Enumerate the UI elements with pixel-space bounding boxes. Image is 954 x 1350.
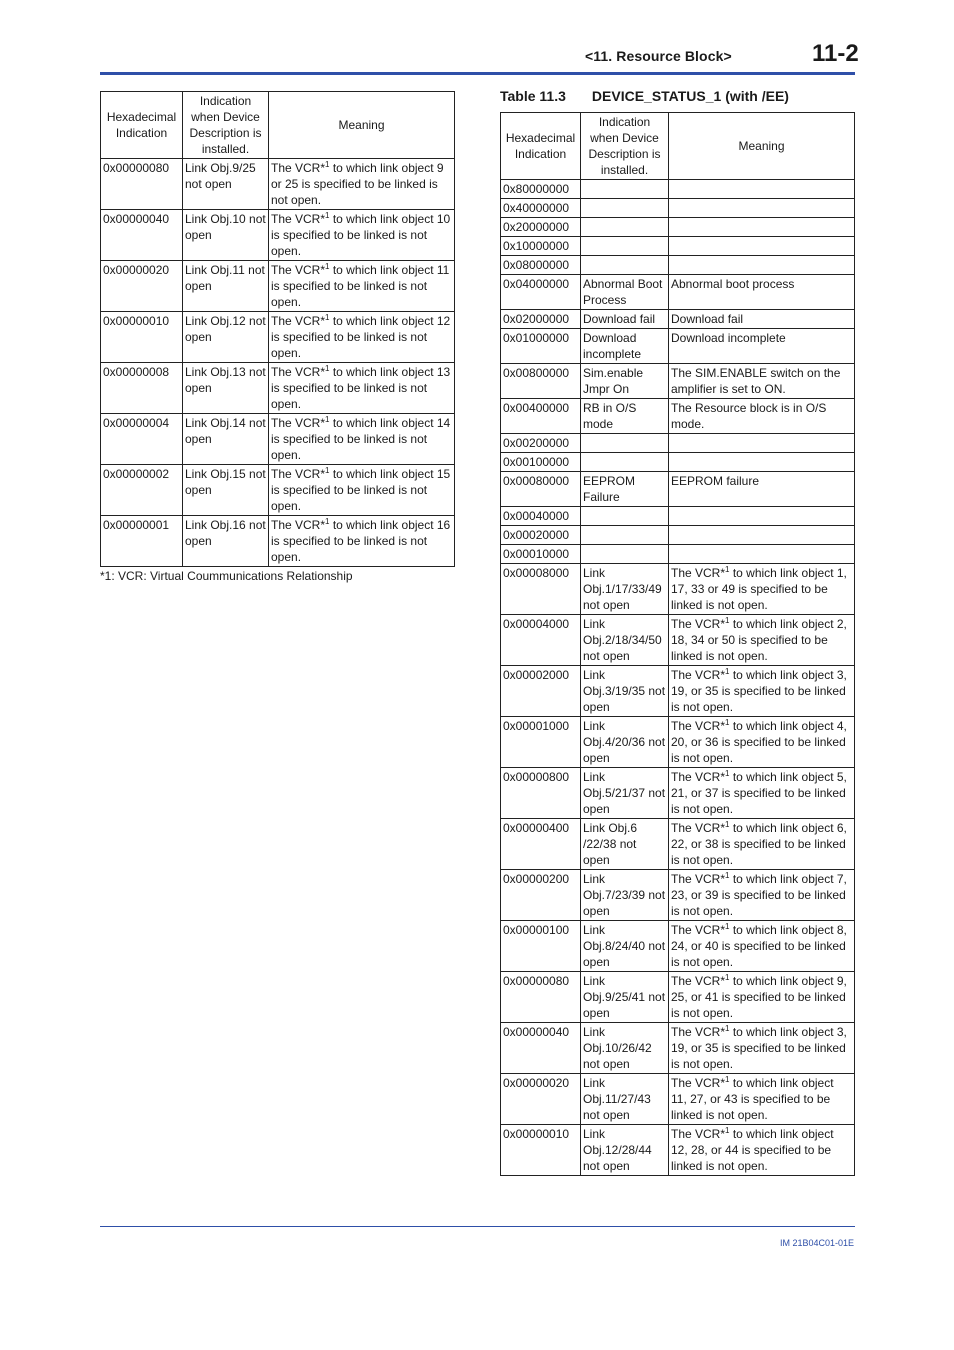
meaning-text: The VCR* [671, 872, 726, 886]
indication-cell: Link Obj.2/18/34/50 not open [581, 615, 669, 666]
meaning-text: Abnormal boot process [671, 277, 795, 291]
section-title: <11. Resource Block> [585, 48, 732, 64]
meaning-cell [269, 312, 455, 363]
table-row [501, 526, 855, 545]
meaning-cell [669, 819, 855, 870]
hex-cell: 0x00002000 [501, 666, 581, 717]
meaning-text: The VCR* [671, 770, 726, 784]
table-row [501, 564, 855, 615]
table-row [501, 472, 855, 507]
meaning-cell [669, 564, 855, 615]
indication-cell: RB in O/S mode [581, 399, 669, 434]
meaning-text: The Resource block is in O/S mode. [671, 401, 827, 431]
hex-cell: 0x80000000 [501, 180, 581, 199]
col-header-indication: Indication when Device Description is installed. [581, 113, 669, 180]
indication-cell [581, 218, 669, 237]
document-code: IM 21B04C01-01E [779, 1238, 854, 1248]
footnote-marker: 1 [725, 667, 730, 676]
meaning-text: The VCR* [671, 617, 726, 631]
hex-cell: 0x00000004 [101, 414, 183, 465]
meaning-cell [669, 218, 855, 237]
hex-cell: 0x01000000 [501, 329, 581, 364]
hex-cell: 0x00010000 [501, 545, 581, 564]
hex-cell: 0x00000400 [501, 819, 581, 870]
table-row [501, 399, 855, 434]
meaning-text-rest: to which link object 12 is specified to be linked is not open. [271, 314, 451, 360]
footnote-marker: 1 [725, 820, 730, 829]
hex-cell: 0x20000000 [501, 218, 581, 237]
footnote-marker: 1 [325, 313, 330, 322]
indication-cell [581, 453, 669, 472]
meaning-text-rest: to which link object 9, 25, or 41 is specified to be linked is not open. [671, 974, 847, 1020]
hex-cell: 0x00000008 [101, 363, 183, 414]
meaning-cell [669, 472, 855, 507]
meaning-cell [669, 870, 855, 921]
meaning-text: The VCR* [671, 719, 726, 733]
indication-cell: Link Obj.6 /22/38 not open [581, 819, 669, 870]
indication-cell: Link Obj.11 not open [183, 261, 269, 312]
indication-cell [581, 199, 669, 218]
table-row [501, 819, 855, 870]
table-row [501, 310, 855, 329]
table-row [501, 237, 855, 256]
header-rule [100, 72, 855, 75]
meaning-text: The VCR* [271, 263, 326, 277]
meaning-text: The VCR* [271, 518, 326, 532]
hex-cell: 0x00080000 [501, 472, 581, 507]
meaning-cell [269, 516, 455, 567]
meaning-text-rest: to which link object 10 is specified to be linked is not open. [271, 212, 451, 258]
indication-cell: Link Obj.1/17/33/49 not open [581, 564, 669, 615]
meaning-cell [669, 768, 855, 819]
meaning-cell [269, 414, 455, 465]
hex-cell: 0x04000000 [501, 275, 581, 310]
meaning-cell [269, 261, 455, 312]
hex-cell: 0x00100000 [501, 453, 581, 472]
table-row [101, 159, 455, 210]
table-row [501, 507, 855, 526]
footnote-marker: 1 [325, 466, 330, 475]
hex-cell: 0x00004000 [501, 615, 581, 666]
meaning-text-rest: to which link object 11 is specified to be linked is not open. [271, 263, 450, 309]
table-row [501, 666, 855, 717]
meaning-text-rest: to which link object 7, 23, or 39 is specified to be linked is not open. [671, 872, 847, 918]
footnote-marker: 1 [725, 1024, 730, 1033]
table-row [501, 256, 855, 275]
meaning-text: The VCR* [271, 416, 326, 430]
footnote-marker: 1 [725, 973, 730, 982]
footnote-marker: 1 [325, 364, 330, 373]
meaning-text: The VCR* [671, 1076, 726, 1090]
meaning-text-rest: to which link object 12, 28, or 44 is specified to be linked is not open. [671, 1127, 834, 1173]
meaning-cell [669, 199, 855, 218]
indication-cell: Link Obj.8/24/40 not open [581, 921, 669, 972]
meaning-text: The VCR* [671, 566, 726, 580]
meaning-text-rest: to which link object 6, 22, or 38 is specified to be linked is not open. [671, 821, 847, 867]
meaning-text: The VCR* [271, 467, 326, 481]
meaning-cell [669, 507, 855, 526]
footnote-marker: 1 [725, 1126, 730, 1135]
footnote-marker: 1 [725, 616, 730, 625]
hex-cell: 0x00000040 [101, 210, 183, 261]
hex-cell: 0x00000040 [501, 1023, 581, 1074]
footnote: *1: VCR: Virtual Coummunications Relationship [100, 569, 353, 583]
meaning-cell [669, 237, 855, 256]
meaning-text-rest: to which link object 3, 19, or 35 is specified to be linked is not open. [671, 1025, 847, 1071]
meaning-text-rest: to which link object 5, 21, or 37 is specified to be linked is not open. [671, 770, 847, 816]
hex-cell: 0x00400000 [501, 399, 581, 434]
indication-cell: Link Obj.3/19/35 not open [581, 666, 669, 717]
meaning-text: The SIM.ENABLE switch on the amplifier is set to ON. [671, 366, 841, 396]
hex-cell: 0x00000020 [101, 261, 183, 312]
hex-cell: 0x00000010 [501, 1125, 581, 1176]
table-row [501, 329, 855, 364]
meaning-cell [669, 364, 855, 399]
hex-cell: 0x00040000 [501, 507, 581, 526]
hex-cell: 0x00000001 [101, 516, 183, 567]
table-row [101, 210, 455, 261]
table-row [501, 870, 855, 921]
indication-cell: Abnormal Boot Process [581, 275, 669, 310]
hex-cell: 0x00020000 [501, 526, 581, 545]
page-number: 11-2 [812, 40, 859, 67]
indication-cell [581, 526, 669, 545]
meaning-text: The VCR* [271, 161, 326, 175]
footnote-marker: 1 [725, 565, 730, 574]
hex-cell: 0x00800000 [501, 364, 581, 399]
indication-cell: Link Obj.13 not open [183, 363, 269, 414]
hex-cell: 0x00001000 [501, 717, 581, 768]
footnote-marker: 1 [725, 922, 730, 931]
indication-cell [581, 545, 669, 564]
table-row [501, 545, 855, 564]
table-row [501, 615, 855, 666]
table-row [501, 218, 855, 237]
col-header-meaning: Meaning [669, 113, 855, 180]
col-header-indication: Indication when Device Description is installed. [183, 92, 269, 159]
table-row [101, 465, 455, 516]
table-row [101, 363, 455, 414]
table-row [501, 180, 855, 199]
meaning-cell [269, 159, 455, 210]
meaning-text: The VCR* [271, 365, 326, 379]
hex-cell: 0x00000020 [501, 1074, 581, 1125]
table-row [501, 199, 855, 218]
table-label: Table 11.3 [500, 88, 566, 104]
meaning-cell [669, 1074, 855, 1125]
meaning-text-rest: to which link object 11, 27, or 43 is specified to be linked is not open. [671, 1076, 834, 1122]
meaning-cell [269, 363, 455, 414]
meaning-cell [669, 329, 855, 364]
hex-cell: 0x00000800 [501, 768, 581, 819]
meaning-text: Download fail [671, 312, 744, 326]
indication-cell: Sim.enable Jmpr On [581, 364, 669, 399]
meaning-cell [669, 615, 855, 666]
indication-cell: Link Obj.16 not open [183, 516, 269, 567]
left-status-table [100, 91, 455, 567]
meaning-cell [669, 310, 855, 329]
footnote-marker: 1 [725, 1075, 730, 1084]
meaning-cell [669, 180, 855, 199]
table-row [501, 453, 855, 472]
footnote-marker: 1 [325, 517, 330, 526]
meaning-cell [669, 545, 855, 564]
meaning-text: The VCR* [671, 923, 726, 937]
indication-cell: Link Obj.10/26/42 not open [581, 1023, 669, 1074]
footnote-marker: 1 [325, 211, 330, 220]
meaning-text: The VCR* [271, 212, 326, 226]
meaning-text-rest: to which link object 14 is specified to be linked is not open. [271, 416, 451, 462]
table-row [501, 921, 855, 972]
meaning-text-rest: to which link object 9 or 25 is specified to be linked is not open. [271, 161, 444, 207]
col-header-hex: Hexadecimal Indication [501, 113, 581, 180]
table-row [501, 364, 855, 399]
hex-cell: 0x00008000 [501, 564, 581, 615]
meaning-text-rest: to which link object 1, 17, 33 or 49 is specified to be linked is not open. [671, 566, 847, 612]
indication-cell [581, 180, 669, 199]
table-row [501, 768, 855, 819]
meaning-cell [669, 972, 855, 1023]
footnote-marker: 1 [325, 160, 330, 169]
meaning-cell [669, 717, 855, 768]
footnote-marker: 1 [725, 718, 730, 727]
meaning-cell [669, 526, 855, 545]
table-row [501, 1125, 855, 1176]
meaning-text-rest: to which link object 3, 19, or 35 is specified to be linked is not open. [671, 668, 847, 714]
hex-cell: 0x02000000 [501, 310, 581, 329]
meaning-cell [669, 666, 855, 717]
meaning-text-rest: to which link object 4, 20, or 36 is specified to be linked is not open. [671, 719, 847, 765]
indication-cell: Download incomplete [581, 329, 669, 364]
meaning-text-rest: to which link object 8, 24, or 40 is specified to be linked is not open. [671, 923, 847, 969]
meaning-cell [269, 210, 455, 261]
meaning-text-rest: to which link object 2, 18, 34 or 50 is specified to be linked is not open. [671, 617, 847, 663]
meaning-cell [669, 434, 855, 453]
indication-cell: Link Obj.11/27/43 not open [581, 1074, 669, 1125]
hex-cell: 0x10000000 [501, 237, 581, 256]
meaning-cell [669, 921, 855, 972]
indication-cell [581, 507, 669, 526]
indication-cell: Link Obj.7/23/39 not open [581, 870, 669, 921]
table-row [101, 414, 455, 465]
hex-cell: 0x00000200 [501, 870, 581, 921]
hex-cell: 0x00000010 [101, 312, 183, 363]
hex-cell: 0x00000100 [501, 921, 581, 972]
meaning-text: The VCR* [671, 974, 726, 988]
table-row [101, 312, 455, 363]
indication-cell [581, 237, 669, 256]
indication-cell: Link Obj.9/25/41 not open [581, 972, 669, 1023]
table-row [501, 1074, 855, 1125]
hex-cell: 0x00000080 [101, 159, 183, 210]
table-caption [500, 88, 789, 104]
meaning-text: The VCR* [671, 668, 726, 682]
hex-cell: 0x00000080 [501, 972, 581, 1023]
meaning-cell [669, 453, 855, 472]
device-status-table [500, 112, 855, 1176]
indication-cell [581, 434, 669, 453]
meaning-cell [669, 256, 855, 275]
hex-cell: 0x40000000 [501, 199, 581, 218]
meaning-text: EEPROM failure [671, 474, 760, 488]
meaning-text: The VCR* [271, 314, 326, 328]
table-name: DEVICE_STATUS_1 (with /EE) [591, 88, 789, 104]
indication-cell: Download fail [581, 310, 669, 329]
meaning-text: Download incomplete [671, 331, 786, 345]
indication-cell: Link Obj.9/25 not open [183, 159, 269, 210]
table-row [501, 1023, 855, 1074]
meaning-cell [669, 1023, 855, 1074]
meaning-text: The VCR* [671, 1025, 726, 1039]
table-row [501, 275, 855, 310]
table-row [101, 261, 455, 312]
meaning-text: The VCR* [671, 1127, 726, 1141]
col-header-meaning: Meaning [269, 92, 455, 159]
meaning-cell [669, 399, 855, 434]
indication-cell: Link Obj.15 not open [183, 465, 269, 516]
col-header-hex: Hexadecimal Indication [101, 92, 183, 159]
indication-cell: Link Obj.4/20/36 not open [581, 717, 669, 768]
meaning-text: The VCR* [671, 821, 726, 835]
footnote-marker: 1 [725, 871, 730, 880]
meaning-text-rest: to which link object 16 is specified to be linked is not open. [271, 518, 451, 564]
indication-cell: Link Obj.14 not open [183, 414, 269, 465]
indication-cell: Link Obj.10 not open [183, 210, 269, 261]
indication-cell: Link Obj.12/28/44 not open [581, 1125, 669, 1176]
table-row [501, 972, 855, 1023]
indication-cell: EEPROM Failure [581, 472, 669, 507]
footnote-marker: 1 [725, 769, 730, 778]
indication-cell: Link Obj.12 not open [183, 312, 269, 363]
hex-cell: 0x08000000 [501, 256, 581, 275]
footer-rule [100, 1226, 855, 1227]
table-row [501, 434, 855, 453]
meaning-cell [669, 1125, 855, 1176]
hex-cell: 0x00000002 [101, 465, 183, 516]
table-row [101, 516, 455, 567]
meaning-cell [669, 275, 855, 310]
table-row [501, 717, 855, 768]
hex-cell: 0x00200000 [501, 434, 581, 453]
indication-cell: Link Obj.5/21/37 not open [581, 768, 669, 819]
indication-cell [581, 256, 669, 275]
meaning-text-rest: to which link object 13 is specified to be linked is not open. [271, 365, 451, 411]
footnote-marker: 1 [325, 415, 330, 424]
footnote-marker: 1 [325, 262, 330, 271]
meaning-text-rest: to which link object 15 is specified to be linked is not open. [271, 467, 451, 513]
meaning-cell [269, 465, 455, 516]
